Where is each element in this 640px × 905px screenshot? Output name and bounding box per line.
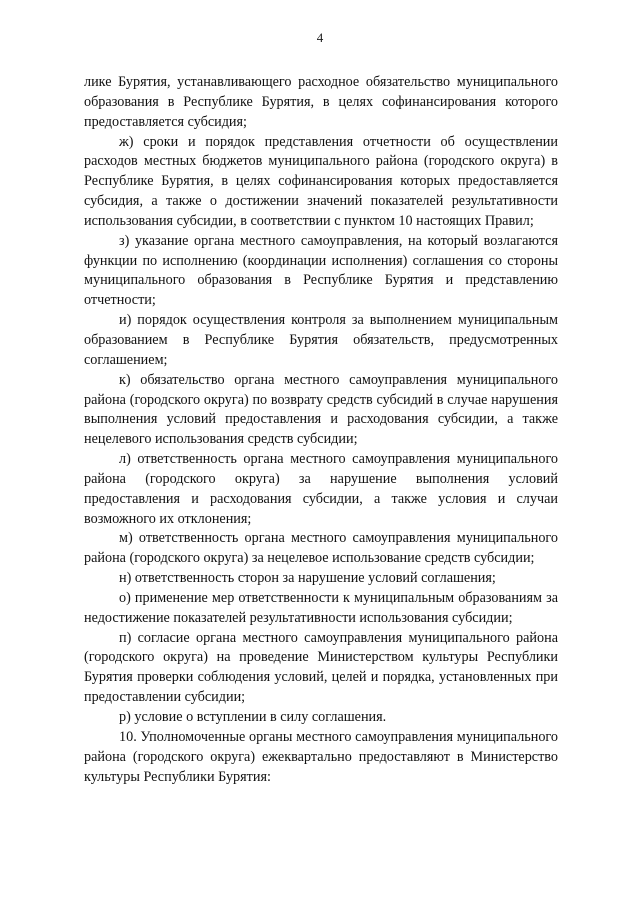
document-body (84, 73, 558, 787)
paragraph-item-l: л) ответственность органа местного самоуправления муниципального района (городского округа) за нарушение выполнения условий предоставления и расходования субсидии, а также условия и случаи возможного их отклонения; (84, 451, 558, 527)
paragraph-continuation: лике Бурятия, устанавливающего расходное обязательство муниципального образования в Республике Бурятия, в целях софинансирования которого предоставляется субсидия; (84, 74, 558, 130)
paragraph-item-n: н) ответственность сторон за нарушение условий соглашения; (119, 570, 496, 587)
paragraph-item-zh: ж) сроки и порядок представления отчетности об осуществлении расходов местных бюджетов муниципального района (городского округа) в Республике Бурятия, в целях софинансирования которых предоставляется субсидия, а также о достижении значений показателей результативности использования субсидии, в соответствии с пунктом 10 настоящих Правил; (84, 133, 558, 229)
paragraph-item-i: и) порядок осуществления контроля за выполнением муниципальным образованием в Республике Бурятия обязательств, предусмотренных соглашением; (84, 312, 558, 368)
paragraph-item-m: м) ответственность органа местного самоуправления муниципального района (городского округа) за нецелевое использование средств субсидии; (84, 530, 558, 567)
paragraph-item-z: з) указание органа местного самоуправления, на который возлагаются функции по исполнению (координации исполнения) соглашения со стороны муниципального образования в Республике Бурятия и представлению отчетности; (84, 232, 558, 309)
paragraph-item-p: п) согласие органа местного самоуправления муниципального района (городского округа) на проведение Министерством культуры Республики Бурятия проверки соблюдения условий, целей и порядка, установленных при предоставлении субсидии; (84, 629, 558, 706)
paragraph-section-10: 10. Уполномоченные органы местного самоуправления муниципального района (городского округа) ежеквартально предоставляют в Министерство культуры Республики Бурятия: (84, 728, 558, 785)
page-number: 4 (316, 30, 324, 45)
paragraph-item-k: к) обязательство органа местного самоуправления муниципального района (городского округа) по возврату средств субсидий в случае нарушения выполнения условий предоставления и расходования субсидии, а также нецелевого использования средств субсидии; (84, 371, 558, 448)
paragraph-item-o: о) применение мер ответственности к муниципальным образованиям за недостижение показателей результативности использования субсидии; (84, 589, 558, 626)
paragraph-item-r: р) условие о вступлении в силу соглашения. (119, 709, 387, 725)
